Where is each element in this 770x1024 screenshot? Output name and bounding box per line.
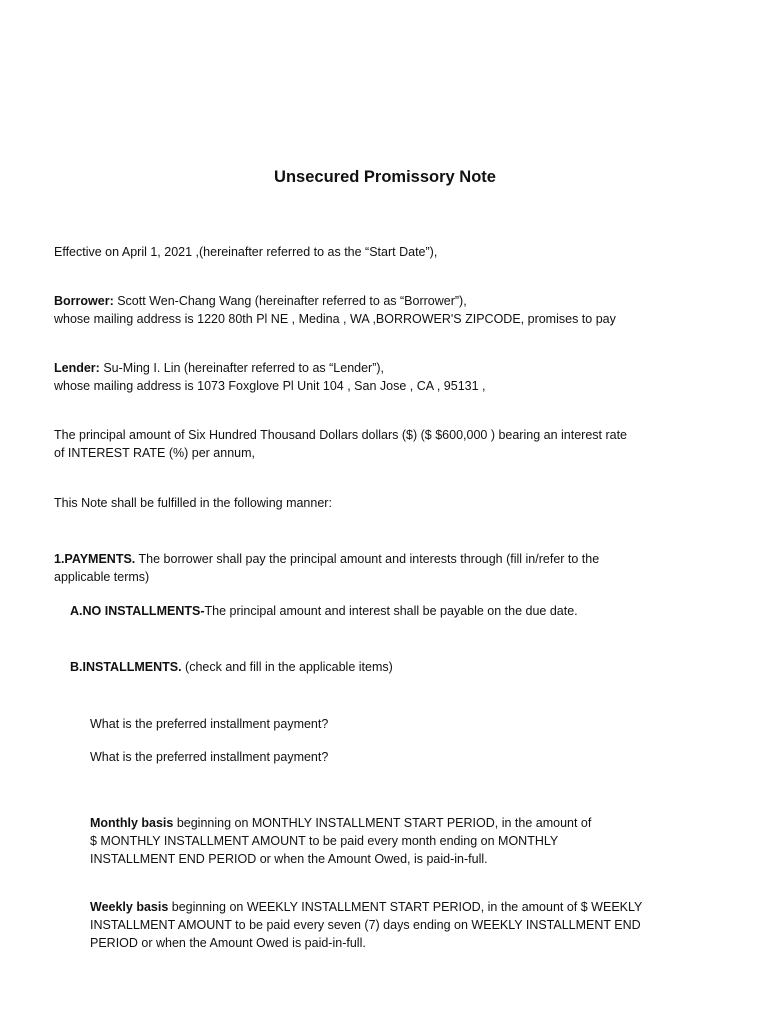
monthly-line-3: INSTALLMENT END PERIOD or when the Amount Owed, is paid-in-full.: [90, 852, 488, 866]
lender-label: Lender:: [54, 361, 100, 375]
weekly-line-1: [90, 898, 642, 916]
monthly-label: Monthly basis: [90, 816, 174, 830]
borrower-label: Borrower:: [54, 294, 114, 308]
principal-line-1: The principal amount of Six Hundred Thousand Dollars dollars ($) ($ $600,000 ) bearing an interest rate: [54, 428, 628, 442]
fulfillment-line: This Note shall be fulfilled in the following manner:: [54, 496, 332, 510]
document-title: Unsecured Promissory Note: [274, 168, 496, 186]
weekly-line-2: INSTALLMENT AMOUNT to be paid every seven (7) days ending on WEEKLY INSTALLMENT END: [90, 918, 641, 932]
installment-question-2: What is the preferred installment payment?: [90, 750, 329, 764]
weekly-text: beginning on WEEKLY INSTALLMENT START PERIOD, in the amount of $ WEEKLY: [168, 900, 643, 914]
installments-line: [70, 658, 393, 676]
payments-label: 1.PAYMENTS.: [54, 552, 136, 566]
lender-address: whose mailing address is 1073 Foxglove Pl Unit 104 , San Jose , CA , 95131 ,: [54, 379, 486, 393]
installments-label: B.INSTALLMENTS.: [70, 660, 182, 674]
weekly-label: Weekly basis: [90, 900, 169, 914]
no-installments-text: The principal amount and interest shall be payable on the due date.: [204, 604, 578, 618]
lender-line: [54, 359, 384, 377]
installment-question-1: What is the preferred installment payment?: [90, 717, 329, 731]
weekly-line-3: PERIOD or when the Amount Owed is paid-in-full.: [90, 936, 366, 950]
payments-line-2: applicable terms): [54, 570, 150, 584]
lender-name: Su-Ming I. Lin (hereinafter referred to as “Lender”),: [103, 361, 385, 375]
monthly-line-2: $ MONTHLY INSTALLMENT AMOUNT to be paid every month ending on MONTHLY: [90, 834, 559, 848]
payments-line: [54, 550, 599, 568]
no-installments-line: [70, 602, 578, 620]
payments-text: The borrower shall pay the principal amount and interests through (fill in/refer to the: [135, 552, 600, 566]
installments-text: (check and fill in the applicable items): [181, 660, 393, 674]
borrower-name: Scott Wen-Chang Wang (hereinafter referred to as “Borrower”),: [117, 294, 467, 308]
borrower-line: [54, 292, 467, 310]
no-installments-label: A.NO INSTALLMENTS-: [70, 604, 205, 618]
monthly-line-1: [90, 814, 591, 832]
principal-line-2: of INTEREST RATE (%) per annum,: [54, 446, 255, 460]
borrower-address: whose mailing address is 1220 80th Pl NE , Medina , WA ,BORROWER'S ZIPCODE, promises to pay: [54, 312, 616, 326]
monthly-text: beginning on MONTHLY INSTALLMENT START PERIOD, in the amount of: [173, 816, 592, 830]
effective-date-line: Effective on April 1, 2021 ,(hereinafter referred to as the “Start Date”),: [54, 245, 438, 259]
